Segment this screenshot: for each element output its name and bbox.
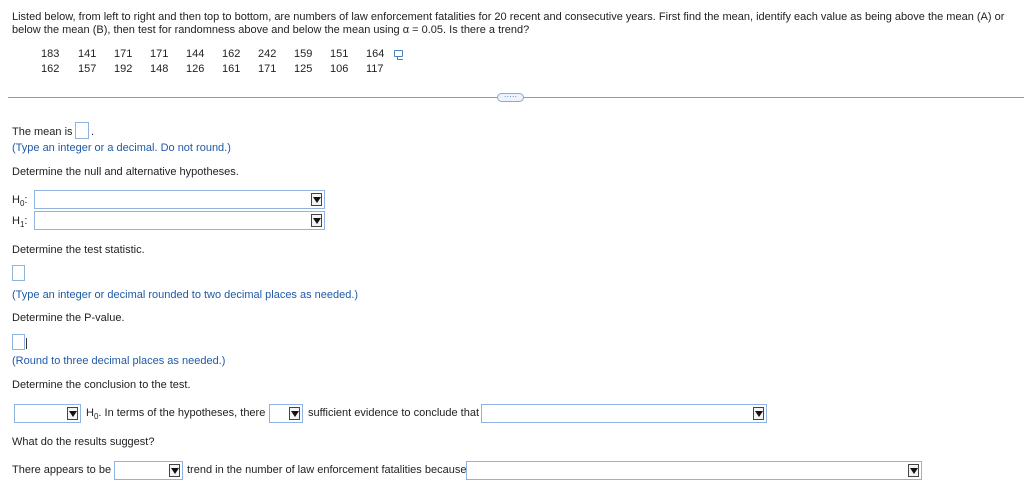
h0-label: $H_0$: (12, 194, 28, 209)
mean-hint: (Type an integer or a decimal. Do not round.) (12, 142, 231, 154)
evidence-text: sufficient evidence to conclude that (308, 407, 480, 419)
evidence-dropdown[interactable] (269, 404, 303, 423)
suggest-text: trend in the number of law enforcement fatalities because (187, 464, 467, 476)
dropdown-arrow-icon[interactable] (67, 407, 78, 420)
data-value: 162 (41, 63, 60, 75)
p-value-input[interactable] (12, 334, 25, 350)
mean-period: . (91, 126, 95, 138)
dropdown-arrow-icon[interactable] (311, 193, 322, 206)
h0-dropdown[interactable] (34, 190, 325, 209)
data-value: 164 (366, 48, 385, 60)
data-value: 141 (78, 48, 97, 60)
data-value: 161 (222, 63, 241, 75)
p-value-hint: (Round to three decimal places as needed.) (12, 355, 226, 367)
p-value-prompt: Determine the P-value. (12, 312, 125, 324)
data-value: 106 (330, 63, 349, 75)
h1-dropdown[interactable] (34, 211, 325, 230)
question-text: Listed below, from left to right and then top to bottom, are numbers of law enforcement fatalities for 20 recent and consecutive years. First find the mean, identify each value as being above the mean (A) or below the mean (B), then test for randomness above and below the mean using α = 0.05. Is there a trend? (12, 11, 1005, 36)
data-value: 157 (78, 63, 97, 75)
mean-input[interactable] (75, 122, 89, 139)
dropdown-arrow-icon[interactable] (908, 464, 919, 477)
show-more-button[interactable]: ····· (497, 93, 524, 102)
conclusion-text: $H_0$. In terms of the hypotheses, there (86, 407, 266, 422)
data-value: 144 (186, 48, 205, 60)
dropdown-arrow-icon[interactable] (311, 214, 322, 227)
copy-data-icon[interactable] (394, 50, 403, 57)
hypotheses-prompt: Determine the null and alternative hypotheses. (12, 166, 239, 178)
text-cursor (26, 338, 27, 349)
test-statistic-input[interactable] (12, 265, 25, 281)
decision-dropdown[interactable] (14, 404, 81, 423)
data-value: 192 (114, 63, 133, 75)
mean-label: The mean is (12, 126, 73, 138)
data-value: 171 (258, 63, 277, 75)
trend-dropdown[interactable] (114, 461, 183, 480)
data-value: 162 (222, 48, 241, 60)
data-value: 159 (294, 48, 313, 60)
h1-label: $H_1$: (12, 215, 28, 230)
claim-dropdown[interactable] (481, 404, 767, 423)
suggest-prompt: What do the results suggest? (12, 436, 155, 448)
suggest-label: There appears to be (12, 464, 112, 476)
dropdown-arrow-icon[interactable] (289, 407, 300, 420)
test-statistic-hint: (Type an integer or decimal rounded to two decimal places as needed.) (12, 289, 359, 301)
data-value: 126 (186, 63, 205, 75)
test-statistic-prompt: Determine the test statistic. (12, 244, 145, 256)
dropdown-arrow-icon[interactable] (169, 464, 180, 477)
conclusion-prompt: Determine the conclusion to the test. (12, 379, 191, 391)
data-value: 117 (366, 63, 384, 75)
data-value: 242 (258, 48, 277, 60)
reason-dropdown[interactable] (466, 461, 922, 480)
dropdown-arrow-icon[interactable] (753, 407, 764, 420)
data-value: 148 (150, 63, 169, 75)
data-value: 125 (294, 63, 313, 75)
data-value: 171 (114, 48, 133, 60)
data-value: 151 (330, 48, 349, 60)
data-value: 183 (41, 48, 60, 60)
data-value: 171 (150, 48, 169, 60)
